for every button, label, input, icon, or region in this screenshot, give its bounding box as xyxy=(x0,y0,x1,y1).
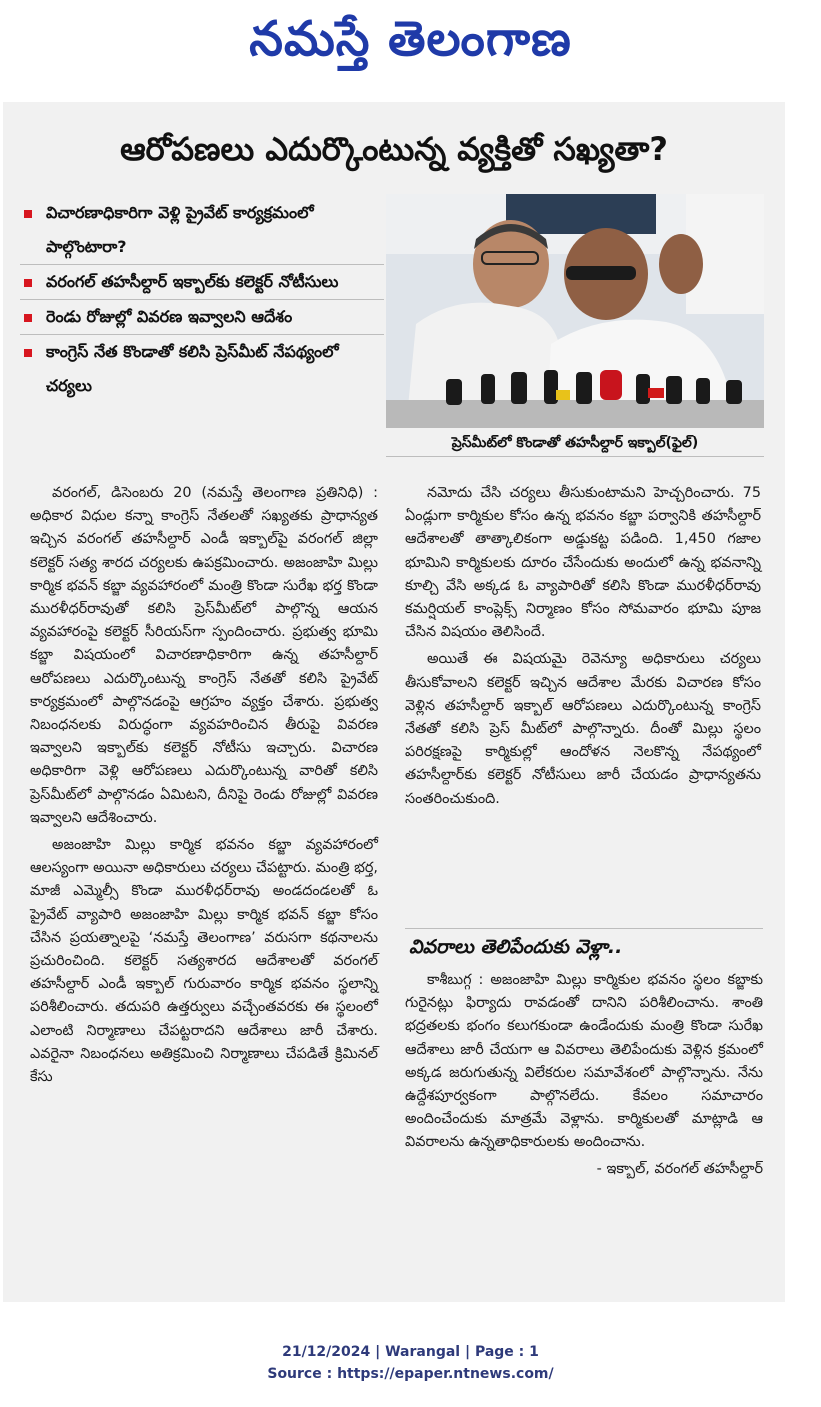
highlight-item xyxy=(20,265,384,300)
highlight-list xyxy=(20,196,384,403)
article-column-left xyxy=(30,482,378,1093)
sidebar-title: వివరాలు తెలిపేందుకు వెళ్లా.. xyxy=(409,936,623,958)
news-photo xyxy=(386,194,764,428)
sidebar-paragraph: కాశీబుగ్గ : అజంజాహి మిల్లు కార్మికుల భవనం స్థలం కబ్జాకు గురైనట్లు ఫిర్యాదు రావడంతో దానిని పరిశీలించాను. శాంతి భద్రతలకు భంగం కలుగకుండా ఉండేందుకు మంత్రి కొండా సురేఖ ఆదేశాలు జారీ చేయగా ఆ వివరాలు తెలిపేందుకు వెళ్లిన క్రమంలో అక్కడ జరుగుతున్న విలేకరుల సమావేశంలో పాల్గొన్నాను. నేను ఉద్దేశపూర్వకంగా పాల్గొనలేదు. కేవలం సమాచారం అందించేందుకు మాత్రమే వెళ్లాను. కార్మికులతో మాట్లాడి ఆ వివరాలను ఉన్నతాధికారులకు అందించాను. xyxy=(405,972,763,1151)
highlight-text: విచారణాధికారిగా వెళ్లి ప్రైవేట్ కార్యక్రమంలో పాల్గొంటారా? xyxy=(46,203,314,256)
footer-source-link[interactable]: Source : https://epaper.ntnews.com/ xyxy=(267,1366,554,1382)
sidebar-text xyxy=(405,969,763,1155)
body-paragraph: అజంజాహి మిల్లు కార్మిక భవనం కబ్జా వ్యవహారంలో ఆలస్యంగా అయినా అధికారులు చర్యలు చేపట్టారు. మంత్రి భర్త, మాజీ ఎమ్మెల్సీ కొండా మురళీధర్‌రావు అండదండలతో ఓ ప్రైవేట్ వ్యాపారి అజంజాహి మిల్లు కార్మిక భవన్ కబ్జా కోసం చేసిన ప్రయత్నాలపై ‘నమస్తే తెలంగాణ’ వరుసగా కథనాలను ప్రచురించింది. కలెక్టర్ సత్యశారద ఆదేశాలతో వరంగల్ తహసీల్దార్ ఎండీ ఇక్బాల్ గురువారం కార్మిక భవనం స్థలాన్ని పరిశీలించారు. తదుపరి ఉత్తర్వులు వచ్చేంతవరకు ఈ స్థలంలో ఎలాంటి నిర్మాణాలు చేపట్టరాదని ఆదేశాలు జారీ చేశారు. ఎవరైనా నిబంధనలు అతిక్రమించి నిర్మాణాలు చేపడితే క్రిమినల్ కేసు xyxy=(30,837,378,1086)
article-headline: ఆరోపణలు ఎదుర్కొంటున్న వ్యక్తితో సఖ్యతా? xyxy=(120,130,668,168)
article-column-right xyxy=(405,482,761,815)
body-paragraph: అయితే ఈ విషయమై రెవెన్యూ అధికారులు చర్యలు తీసుకోవాలని కలెక్టర్ ఇచ్చిన ఆదేశాల మేరకు విచారణ కోసం వెళ్లిన తహసీల్దార్ ఇక్బాల్ ఆరోపణలు ఎదుర్కొంటున్న కాంగ్రెస్ నేతతో కలిసి ప్రెస్ మీట్‌లో పాల్గొన్నారు. దీంతో మిల్లు స్థలం పరిరక్షణపై కార్మికుల్లో ఆందోళన నెలకొన్న నేపథ్యంలో తహసీల్దార్‌కు కలెక్టర్ నోటీసులు జారీ చేయడం ప్రాధాన్యతను సంతరించుకుంది. xyxy=(405,651,761,807)
photo-caption: ప్రెస్‌మీట్‌లో కొండాతో తహసీల్దార్ ఇక్బాల్(ఫైల్) xyxy=(386,430,764,457)
highlight-item xyxy=(20,335,384,403)
body-paragraph: వరంగల్, డిసెంబరు 20 (నమస్తే తెలంగాణ ప్రతినిధి) : అధికార విధుల కన్నా కాంగ్రెస్ నేతలతో సఖ్యతకు ప్రాధాన్యత ఇచ్చిన వరంగల్ తహసీల్దార్ ఎండీ ఇక్బాల్‌పై వరంగల్ జిల్లా కలెక్టర్ సత్య శారద చర్యలకు ఉపక్రమించారు. అజంజాహి మిల్లు కార్మిక భవన్ కబ్జా వ్యవహారంలో మంత్రి కొండా సురేఖ భర్త కొండా మురళీధర్‌రావుతో కలిసి ప్రెస్‌మీట్‌లో పాల్గొన్న ఆయన వ్యవహారంపై కలెక్టర్ సీరియస్‌గా స్పందించారు. ప్రభుత్వ భూమి కబ్జా విషయంలో విచారణాధికారిగా ఉన్న తహసీల్దార్ ఆరోపణలు ఎదుర్కొంటున్న కాంగ్రెస్ నేతతో కలిసి ప్రైవేట్ కార్యక్రమంలో పాల్గొనడంపై ఆగ్రహం వ్యక్తం చేశారు. ప్రభుత్వ నిబంధనలకు విరుద్ధంగా వ్యవహరించిన తీరుపై వివరణ ఇవ్వాలని ఇక్బాల్‌కు కలెక్టర్ నోటీసు ఇచ్చారు. విచారణ అధికారిగా వెళ్లి ఆరోపణలు ఎదుర్కొంటున్న వారితో కలిసి ప్రెస్‌మీట్‌లో పాల్గొనడం ఏమిటని, దీనిపై రెండు రోజుల్లో వివరణ ఇవ్వాలని ఆదేశించారు. xyxy=(30,485,378,826)
sidebar-quote-box xyxy=(405,928,763,1181)
highlight-text: కాంగ్రెస్ నేత కొండాతో కలిసి ప్రెస్‌మీట్ నేపథ్యంలో చర్యలు xyxy=(46,342,339,395)
highlight-text: రెండు రోజుల్లో వివరణ ఇవ్వాలని ఆదేశం xyxy=(46,307,293,326)
footer-date-line: 21/12/2024 | Warangal | Page : 1 xyxy=(282,1344,539,1360)
masthead-title: నమస్తే తెలంగాణ xyxy=(249,11,572,67)
masthead xyxy=(0,0,821,90)
sidebar-signature: - ఇక్బాల్, వరంగల్ తహసీల్దార్ xyxy=(596,1160,763,1177)
bullet-square-icon xyxy=(24,210,32,218)
bullet-square-icon xyxy=(24,349,32,357)
body-paragraph: నమోదు చేసి చర్యలు తీసుకుంటామని హెచ్చరించారు. 75 ఏండ్లుగా కార్మికుల కోసం ఉన్న భవనం కబ్జా పర్వానికి తహసీల్దార్ ఆదేశాలతో తాత్కాలికంగా అడ్డుకట్ట పడింది. 1,450 గజాల భూమిని కార్మికులకు దూరం చేసేందుకు అందులో ఉన్న భవనాన్ని కూల్చి వేసి అక్కడ ఓ వ్యాపారితో కలిసి కొండా మురళీధర్‌రావు కమర్షియల్ కాంప్లెక్స్ నిర్మాణం కోసం సోమవారం భూమి పూజ చేసిన విషయం తెలిసిందే. xyxy=(405,485,761,641)
highlight-item xyxy=(20,300,384,335)
highlight-text: వరంగల్ తహసీల్దార్ ఇక్బాల్‌కు కలెక్టర్ నోటీసులు xyxy=(46,272,339,291)
bullet-square-icon xyxy=(24,279,32,287)
highlight-item xyxy=(20,196,384,265)
bullet-square-icon xyxy=(24,314,32,322)
